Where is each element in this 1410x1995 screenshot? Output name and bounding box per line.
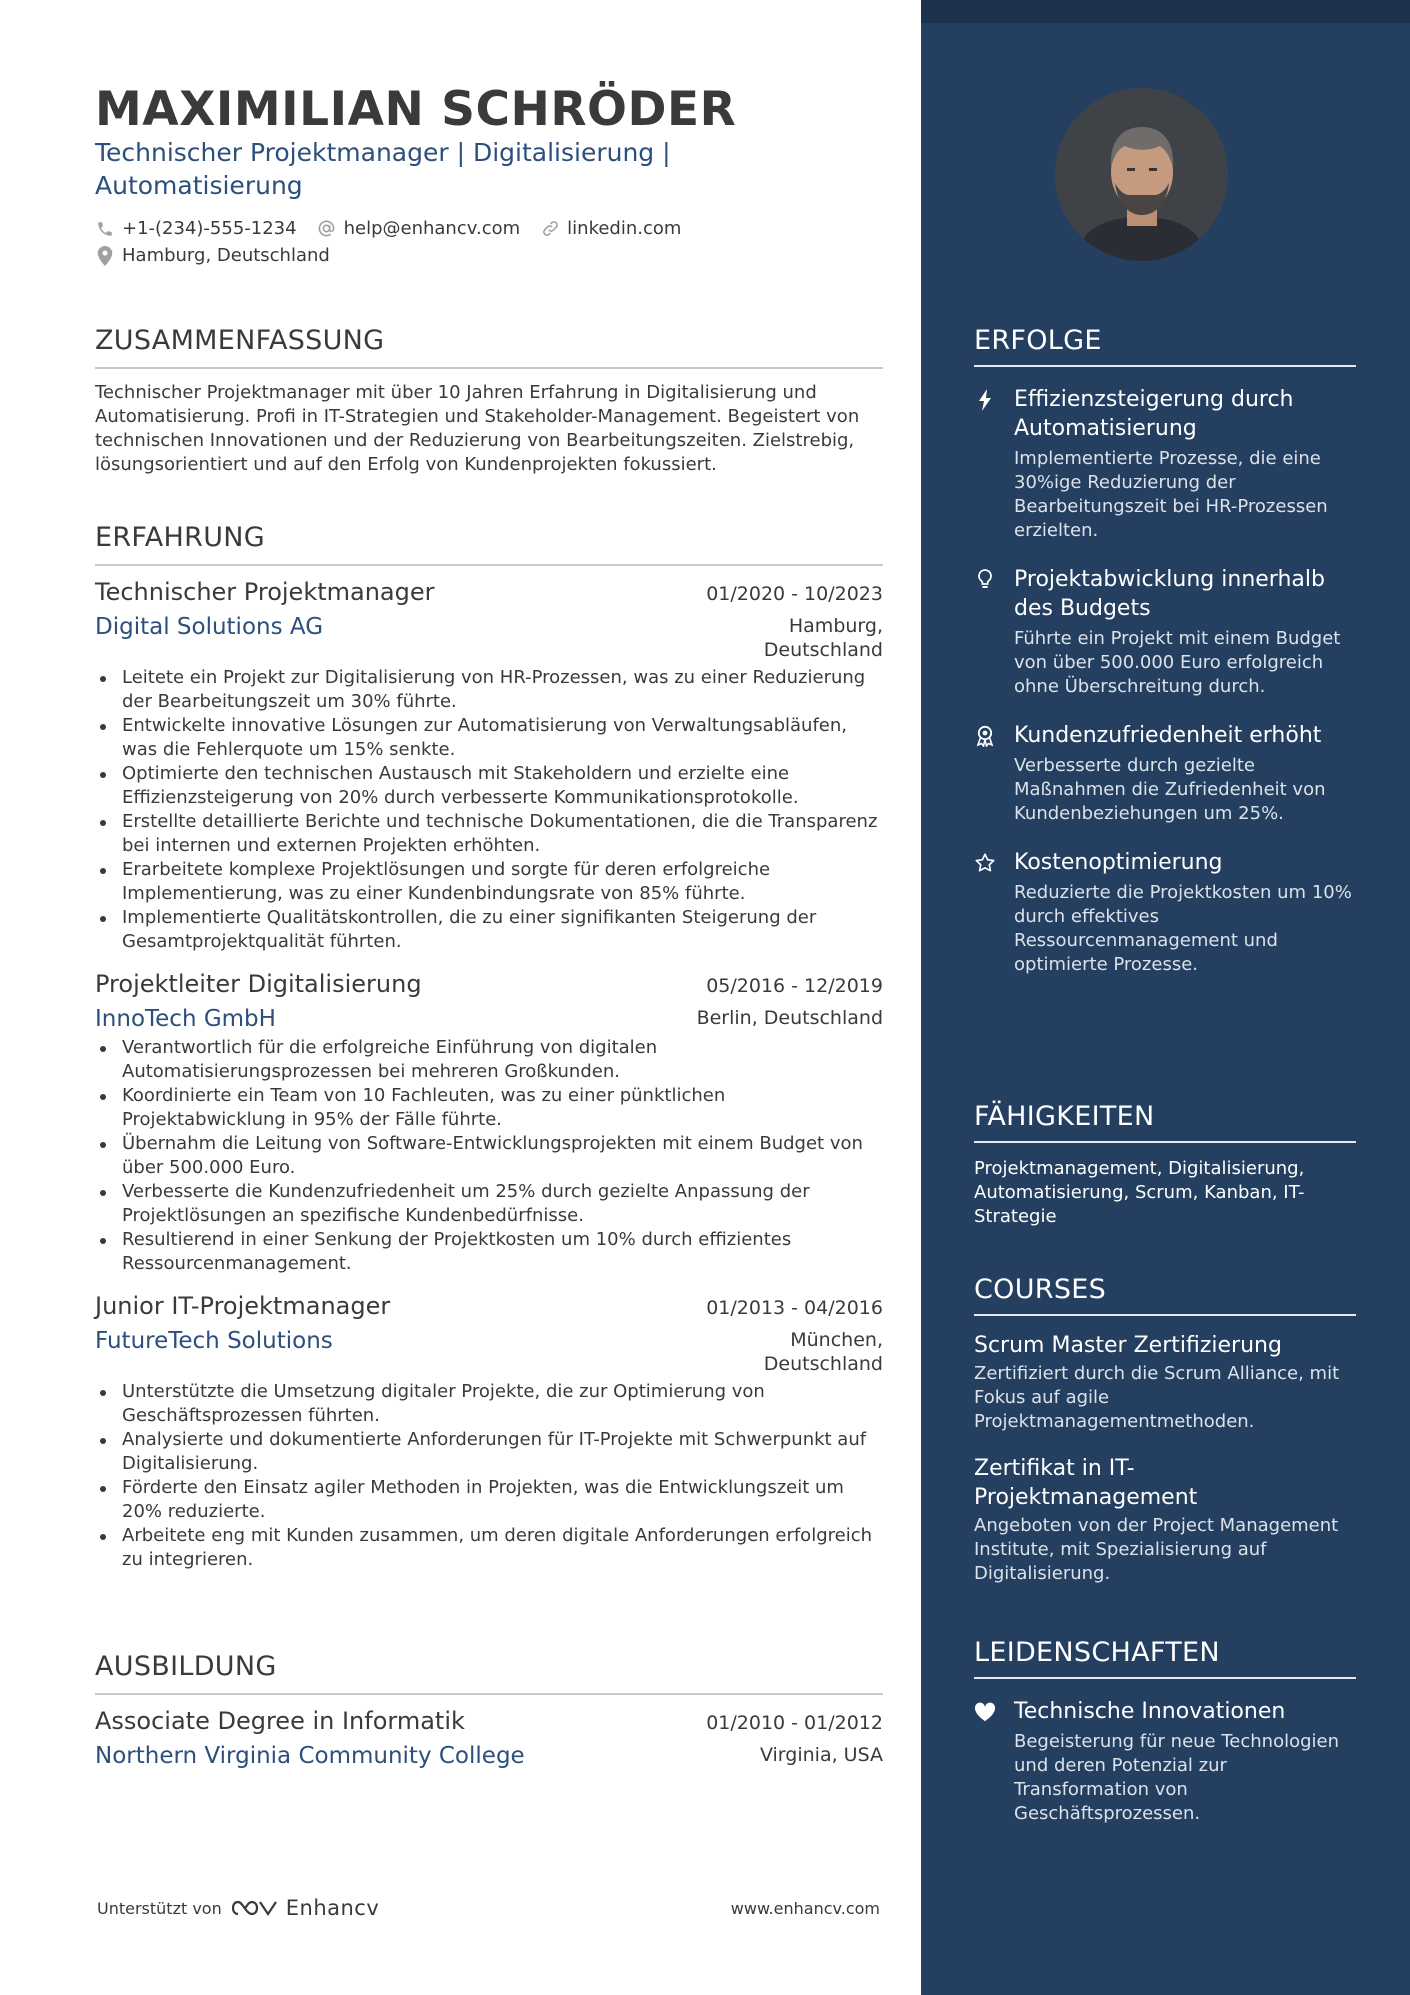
summary-text: Technischer Projektmanager mit über 10 Jahren Erfahrung in Digitalisierung und Automatisierung. Profi in IT-Strategien und Stakeholder-Management. Begeistert von technischen Innovationen und der Reduzierung von Bearbeitungszeiten. Zielstrebig, lösungsorientiert und auf den Erfolg von Kundenprojekten fokussiert.	[95, 382, 860, 475]
passions-section	[974, 1637, 1356, 1826]
footer-website[interactable]: www.enhancv.com	[730, 1898, 880, 1918]
job-bullet: Verbesserte die Kundenzufriedenheit um 25% durch gezielte Anpassung der Projektlösungen an spezifische Kundenbedürfnisse.	[95, 1180, 883, 1228]
profile-photo	[1055, 88, 1228, 261]
job-entry	[95, 1292, 883, 1572]
job-bullets	[95, 666, 883, 954]
award-icon	[974, 724, 996, 748]
phone-icon	[95, 219, 115, 239]
headline: Technischer Projektmanager | Digitalisierung | Automatisierung	[95, 138, 671, 200]
email-text[interactable]: help@enhancv.com	[343, 218, 521, 239]
location-text: Hamburg, Deutschland	[122, 245, 330, 266]
enhancv-logo-icon	[232, 1896, 280, 1920]
link-icon	[540, 219, 560, 239]
job-company: Digital Solutions AG	[95, 614, 324, 640]
passion-item	[974, 1697, 1356, 1826]
sidebar	[921, 0, 1410, 1995]
courses-heading: COURSES	[974, 1274, 1356, 1316]
job-bullet: Erarbeitete komplexe Projektlösungen und sorgte für deren erfolgreiche Implementierung, was zu einer Kundenbindungsrate von 85% führte.	[95, 858, 883, 906]
achievement-title: Projektabwicklung innerhalb des Budgets	[1014, 567, 1325, 621]
contact-row	[95, 218, 701, 239]
course-item	[974, 1331, 1356, 1434]
lightning-icon	[974, 388, 996, 412]
powered-by-text: Unterstützt von	[97, 1898, 222, 1918]
course-item	[974, 1454, 1356, 1586]
summary-section	[95, 325, 883, 477]
star-icon	[974, 851, 996, 875]
passion-title: Technische Innovationen	[1014, 1699, 1286, 1724]
school-name: Northern Virginia Community College	[95, 1743, 525, 1769]
brand-name: Enhancv	[285, 1896, 380, 1920]
footer-brand	[97, 1896, 379, 1920]
job-bullets	[95, 1036, 883, 1276]
achievements-heading: ERFOLGE	[974, 325, 1356, 367]
candidate-name: MAXIMILIAN SCHRÖDER	[95, 82, 737, 137]
location-pin-icon	[95, 246, 115, 266]
education-heading: AUSBILDUNG	[95, 1651, 883, 1695]
contact-location	[95, 245, 330, 266]
achievement-desc: Reduzierte die Projektkosten um 10% durch effektives Ressourcenmanagement und optimierte Prozesse.	[1014, 882, 1352, 975]
job-bullet: Leitete ein Projekt zur Digitalisierung von HR-Prozessen, was zu einer Reduzierung der Bearbeitungszeit um 30% führte.	[95, 666, 883, 714]
achievements-section	[974, 325, 1356, 977]
achievement-item	[974, 721, 1356, 826]
achievement-desc: Verbesserte durch gezielte Maßnahmen die Zufriedenheit von Kundenbeziehungen um 25%.	[1014, 755, 1326, 824]
course-title: Zertifikat in IT-Projektmanagement	[974, 1456, 1198, 1510]
job-bullet: Unterstützte die Umsetzung digitaler Projekte, die zur Optimierung von Geschäftsprozessen führten.	[95, 1380, 883, 1428]
course-title: Scrum Master Zertifizierung	[974, 1333, 1282, 1358]
job-bullet: Förderte den Einsatz agiler Methoden in Projekten, was die Entwicklungszeit um 20% reduzierte.	[95, 1476, 883, 1524]
job-dates: 01/2013 - 04/2016	[706, 1297, 883, 1319]
job-bullet: Übernahm die Leitung von Software-Entwicklungsprojekten mit einem Budget von über 500.000 Euro.	[95, 1132, 883, 1180]
job-location: Berlin, Deutschland	[696, 1007, 883, 1029]
achievement-desc: Führte ein Projekt mit einem Budget von über 500.000 Euro erfolgreich ohne Überschreitung durch.	[1014, 628, 1341, 697]
job-bullet: Implementierte Qualitätskontrollen, die zu einer signifikanten Steigerung der Gesamtprojektqualität führten.	[95, 906, 883, 954]
job-bullet: Arbeitete eng mit Kunden zusammen, um deren digitale Anforderungen erfolgreich zu integrieren.	[95, 1524, 883, 1572]
job-bullet: Entwickelte innovative Lösungen zur Automatisierung von Verwaltungsabläufen, was die Fehlerquote um 15% senkte.	[95, 714, 883, 762]
linkedin-text[interactable]: linkedin.com	[567, 218, 682, 239]
achievement-item	[974, 848, 1356, 977]
footer	[97, 1896, 880, 1920]
education-entry	[95, 1707, 883, 1769]
course-desc: Angeboten von der Project Management Institute, mit Spezialisierung auf Digitalisierung.	[974, 1515, 1339, 1584]
contact-linkedin	[540, 218, 681, 239]
education-section	[95, 1651, 883, 1769]
achievement-item	[974, 385, 1356, 543]
phone-text[interactable]: +1-(234)-555-1234	[122, 218, 297, 239]
job-bullet: Optimierte den technischen Austausch mit Stakeholdern und erzielte eine Effizienzsteigerung von 20% durch verbesserte Kommunikationsprotokolle.	[95, 762, 883, 810]
education-dates: 01/2010 - 01/2012	[706, 1712, 883, 1734]
job-location: Hamburg, Deutschland	[763, 615, 883, 661]
job-location: München, Deutschland	[763, 1329, 883, 1375]
job-dates: 05/2016 - 12/2019	[706, 975, 883, 997]
achievement-item	[974, 565, 1356, 699]
job-company: InnoTech GmbH	[95, 1006, 276, 1032]
courses-section	[974, 1274, 1356, 1586]
job-bullet: Verantwortlich für die erfolgreiche Einführung von digitalen Automatisierungsprozessen bei mehreren Großkunden.	[95, 1036, 883, 1084]
job-bullet: Erstellte detaillierte Berichte und technische Dokumentationen, die die Transparenz bei internen und externen Projekten erhöhten.	[95, 810, 883, 858]
course-desc: Zertifiziert durch die Scrum Alliance, mit Fokus auf agile Projektmanagementmethoden.	[974, 1363, 1340, 1432]
achievement-title: Kostenoptimierung	[1014, 850, 1223, 875]
job-dates: 01/2020 - 10/2023	[706, 583, 883, 605]
job-bullet: Analysierte und dokumentierte Anforderungen für IT-Projekte mit Schwerpunkt auf Digitalisierung.	[95, 1428, 883, 1476]
heart-icon	[974, 1700, 996, 1724]
achievement-title: Kundenzufriedenheit erhöht	[1014, 723, 1322, 748]
job-entry	[95, 970, 883, 1276]
degree-title: Associate Degree in Informatik	[95, 1707, 465, 1735]
job-company: FutureTech Solutions	[95, 1328, 333, 1354]
passions-heading: LEIDENSCHAFTEN	[974, 1637, 1356, 1679]
job-bullet: Resultierend in einer Senkung der Projektkosten um 10% durch effizientes Ressourcenmanagement.	[95, 1228, 883, 1276]
skills-section	[974, 1101, 1356, 1229]
job-title: Technischer Projektmanager	[95, 578, 435, 606]
location-row	[95, 245, 350, 266]
experience-section	[95, 522, 883, 1572]
school-location: Virginia, USA	[759, 1744, 883, 1766]
job-bullets	[95, 1380, 883, 1572]
summary-heading: ZUSAMMENFASSUNG	[95, 325, 883, 369]
job-bullet: Koordinierte ein Team von 10 Fachleuten, was zu einer pünktlichen Projektabwicklung in 95% der Fälle führte.	[95, 1084, 883, 1132]
job-entry	[95, 578, 883, 954]
at-icon	[317, 219, 337, 239]
achievement-title: Effizienzsteigerung durch Automatisierung	[1014, 387, 1294, 441]
lightbulb-icon	[974, 568, 996, 592]
job-title: Projektleiter Digitalisierung	[95, 970, 422, 998]
skills-list: Projektmanagement, Digitalisierung, Automatisierung, Scrum, Kanban, IT-Strategie	[974, 1158, 1305, 1227]
contact-email	[317, 218, 521, 239]
skills-heading: FÄHIGKEITEN	[974, 1101, 1356, 1143]
experience-heading: ERFAHRUNG	[95, 522, 883, 566]
sidebar-top-bar	[921, 0, 1410, 23]
job-title: Junior IT-Projektmanager	[95, 1292, 391, 1320]
passion-desc: Begeisterung für neue Technologien und deren Potenzial zur Transformation von Geschäftsprozessen.	[1014, 1731, 1340, 1824]
achievement-desc: Implementierte Prozesse, die eine 30%ige Reduzierung der Bearbeitungszeit bei HR-Prozessen erzielten.	[1014, 448, 1328, 541]
contact-phone	[95, 218, 297, 239]
